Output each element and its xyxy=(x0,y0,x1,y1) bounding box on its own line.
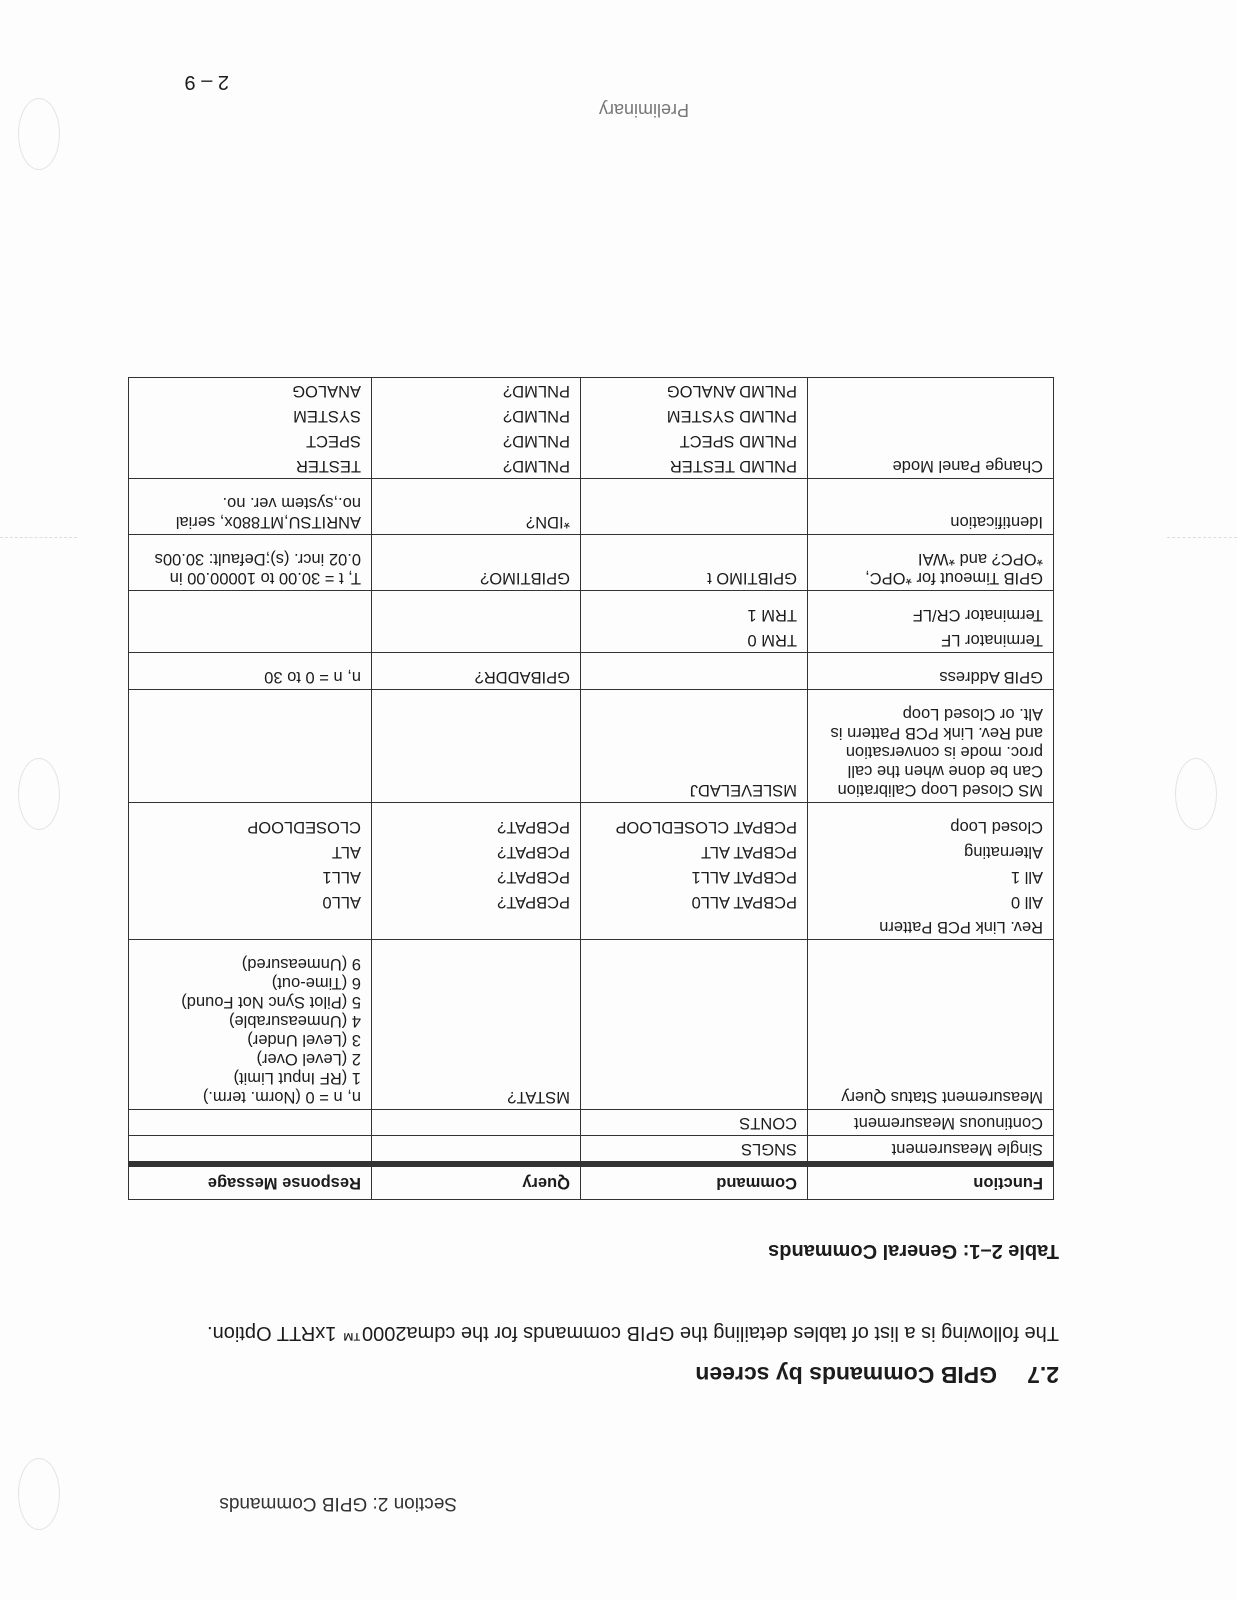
table-cell-command: MSLEVELADJ xyxy=(581,690,808,803)
table-cell-command: PNLMD ANALOG xyxy=(581,378,808,404)
table-body xyxy=(129,378,1054,1165)
table-cell-response: ANRITSU,MT880x, serial no.,system ver. no. xyxy=(129,479,372,535)
table-cell-command: PCBPAT ALL0 xyxy=(581,889,808,914)
table-cell-query: PCBPAT? xyxy=(372,839,581,864)
table-cell-query: PNLMD? xyxy=(372,403,581,428)
table-row xyxy=(129,889,1054,914)
table-row xyxy=(129,690,1054,803)
table-row xyxy=(129,803,1054,840)
general-commands-table xyxy=(128,377,1054,1200)
intro-paragraph: The following is a list of tables detailing the GPIB commands for the cdma2000™ 1xRTT Option. xyxy=(207,1322,1059,1344)
table-row xyxy=(129,428,1054,453)
table-cell-command xyxy=(581,653,808,690)
table-row xyxy=(129,403,1054,428)
table-cell-query xyxy=(372,914,581,940)
table-cell-response xyxy=(129,627,372,653)
table-cell-response: T, t = 30.00 to 10000.00 in 0.02 incr. (s);Default: 30.00s xyxy=(129,535,372,591)
table-cell-function: All 1 xyxy=(808,864,1054,889)
table-cell-query: PCBPAT? xyxy=(372,864,581,889)
table-row xyxy=(129,940,1054,1110)
page-number: 2 – 9 xyxy=(184,71,229,93)
footer-note: Preliminary xyxy=(598,100,689,120)
table-cell-query xyxy=(372,591,581,628)
table-cell-response: ALL0 xyxy=(129,889,372,914)
table-cell-function: All 0 xyxy=(808,889,1054,914)
table-cell-response: n, n = 0 (Norm. term.) 1 (RF Input Limit) 2 (Level Over) 3 (Level Under) 4 (Unmeasurable) 5 (Pilot Sync Not Found) 6 (Time-out) 9 (Unmeasured) xyxy=(129,940,372,1110)
section-header: Section 2: GPIB Commands xyxy=(219,1493,457,1514)
table-cell-function xyxy=(808,378,1054,404)
table-cell-query: GPIBADDR? xyxy=(372,653,581,690)
table-cell-function: Terminator CR/LF xyxy=(808,591,1054,628)
table-cell-command: GPIBTIMO t xyxy=(581,535,808,591)
table-cell-response xyxy=(129,1136,372,1165)
table-cell-command: TRM 1 xyxy=(581,591,808,628)
table-row xyxy=(129,1110,1054,1136)
table-cell-query: PCBPAT? xyxy=(372,803,581,840)
punch-hole-left xyxy=(1175,758,1217,830)
column-header-function: Function xyxy=(808,1164,1054,1200)
table-cell-response xyxy=(129,690,372,803)
scan-artifact-line xyxy=(1167,537,1237,538)
table-cell-response: SYSTEM xyxy=(129,403,372,428)
table-row xyxy=(129,653,1054,690)
table-cell-query: GPIBTIMO? xyxy=(372,535,581,591)
table-cell-function: Identification xyxy=(808,479,1054,535)
table-cell-query: PNLMD? xyxy=(372,378,581,404)
table-cell-query: MSTAT? xyxy=(372,940,581,1110)
table-cell-function xyxy=(808,428,1054,453)
heading-title: GPIB Commands by screen xyxy=(695,1362,998,1388)
table-cell-function: Rev. Link PCB Pattern xyxy=(808,914,1054,940)
table-row xyxy=(129,378,1054,404)
table-cell-command: PNLMD TESTER xyxy=(581,453,808,479)
table-row xyxy=(129,914,1054,940)
table-cell-command xyxy=(581,914,808,940)
table-cell-response: CLOSEDLOOP xyxy=(129,803,372,840)
table-title: Table 2–1: General Commands xyxy=(768,1240,1059,1262)
table-row xyxy=(129,453,1054,479)
table-cell-query xyxy=(372,690,581,803)
table-cell-function: GPIB Address xyxy=(808,653,1054,690)
table-cell-query: PCBPAT? xyxy=(372,889,581,914)
table-cell-response xyxy=(129,591,372,628)
table-cell-function: Change Panel Mode xyxy=(808,453,1054,479)
table-cell-response: ALL1 xyxy=(129,864,372,889)
table-cell-query: PNLMD? xyxy=(372,428,581,453)
punch-hole-top xyxy=(18,1458,60,1530)
table-cell-function: GPIB Timeout for *OPC, *OPC? and *WAI xyxy=(808,535,1054,591)
table-cell-query xyxy=(372,1110,581,1136)
table-row xyxy=(129,1136,1054,1165)
table-cell-function: Closed Loop xyxy=(808,803,1054,840)
table-cell-function: MS Closed Loop Calibration Can be done when the call proc. mode is conversation and Rev. Link PCB Pattern is Alt. or Closed Loop xyxy=(808,690,1054,803)
table-cell-function: Single Measurement xyxy=(808,1136,1054,1165)
table-cell-query: PNLMD? xyxy=(372,453,581,479)
table-cell-function: Terminator LF xyxy=(808,627,1054,653)
table-cell-function xyxy=(808,403,1054,428)
table-cell-response: SPECT xyxy=(129,428,372,453)
table-cell-command xyxy=(581,479,808,535)
table-row xyxy=(129,479,1054,535)
table-cell-response: n, n = 0 to 30 xyxy=(129,653,372,690)
table-cell-command: PCBPAT CLOSEDLOOP xyxy=(581,803,808,840)
table-cell-command: PCBPAT ALT xyxy=(581,839,808,864)
table-row xyxy=(129,535,1054,591)
punch-hole-middle xyxy=(18,758,60,830)
table-cell-response: TESTER xyxy=(129,453,372,479)
scan-artifact-line xyxy=(0,537,77,538)
table-row xyxy=(129,627,1054,653)
table-cell-command: PNLMD SPECT xyxy=(581,428,808,453)
table-cell-response xyxy=(129,914,372,940)
table-cell-command: TRM 0 xyxy=(581,627,808,653)
column-header-response: Response Message xyxy=(129,1164,372,1200)
table-row xyxy=(129,839,1054,864)
table-cell-response: ANALOG xyxy=(129,378,372,404)
heading-number: 2.7 xyxy=(1027,1362,1059,1388)
column-header-command: Command xyxy=(581,1164,808,1200)
table-cell-response: ALT xyxy=(129,839,372,864)
table-cell-command: PNLMD SYSTEM xyxy=(581,403,808,428)
table-cell-query xyxy=(372,627,581,653)
table-cell-command: CONTS xyxy=(581,1110,808,1136)
table-row xyxy=(129,591,1054,628)
table-cell-function: Measurement Status Query xyxy=(808,940,1054,1110)
table-cell-function: Alternating xyxy=(808,839,1054,864)
table-cell-response xyxy=(129,1110,372,1136)
table-cell-query: *IDN? xyxy=(372,479,581,535)
table-row xyxy=(129,864,1054,889)
column-header-query: Query xyxy=(372,1164,581,1200)
punch-hole-bottom xyxy=(18,98,60,170)
table-cell-query xyxy=(372,1136,581,1165)
table-cell-command xyxy=(581,940,808,1110)
table-cell-command: PCBPAT ALL1 xyxy=(581,864,808,889)
table-header-row xyxy=(129,1164,1054,1200)
table-cell-command: SNGLS xyxy=(581,1136,808,1165)
table-cell-function: Continuous Measurement xyxy=(808,1110,1054,1136)
section-heading xyxy=(695,1361,1059,1388)
